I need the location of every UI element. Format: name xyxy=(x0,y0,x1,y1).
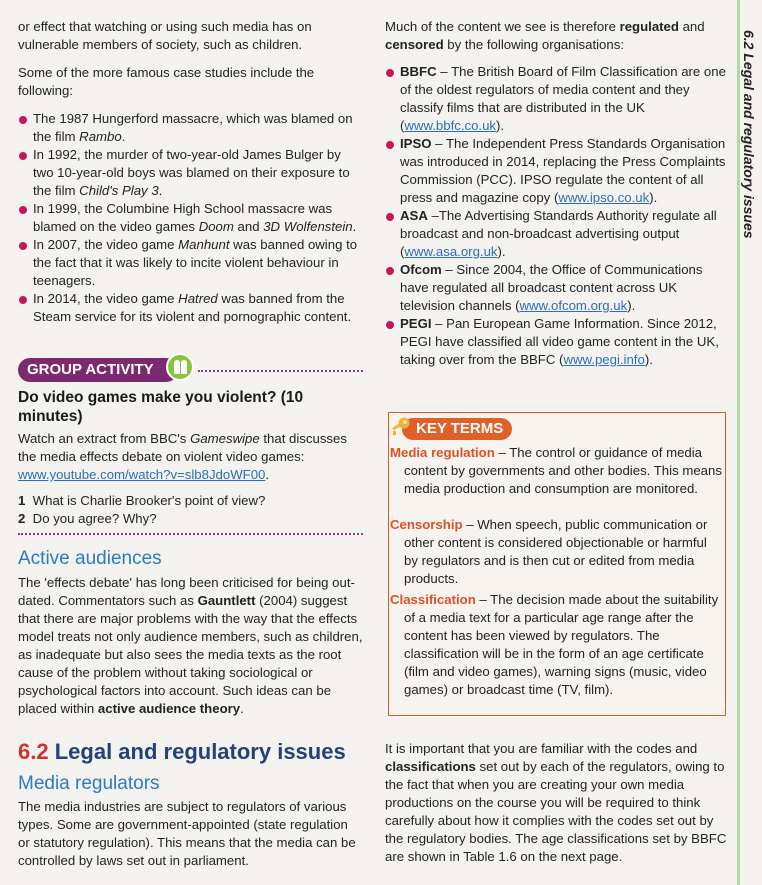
intro-paragraph: or effect that watching or using such media has on vulnerable members of society, such as children. xyxy=(18,19,312,52)
activity-instructions: Watch an extract from BBC's Gameswipe that discusses the media effects debate on violent video games: www.youtube.com/watch?v=slb8JdoWF00. xyxy=(18,431,347,482)
group-activity-badge: GROUP ACTIVITY xyxy=(18,358,178,382)
dotted-divider xyxy=(18,533,363,535)
activity-questions xyxy=(18,492,363,528)
youtube-link[interactable]: www.youtube.com/watch?v=slb8JdoWF00 xyxy=(18,467,266,482)
activity-question-title: Do video games make you violent? (10 minutes) xyxy=(18,389,304,425)
key-terms-badge: KEY TERMS xyxy=(402,418,512,440)
list-item: PEGI – Pan European Game Information. Since 2012, PEGI have classified all video game content in the UK, taking over from the BBFC (www.pegi.info). xyxy=(385,315,727,369)
regulator-list xyxy=(385,63,727,369)
regulators-paragraph: The media industries are subject to regulators of various types. Some are government-appointed (state regulation or statutory regulation). This means that the media can be controlled by laws set out in parliament. xyxy=(18,799,356,868)
group-people-icon xyxy=(166,353,194,381)
bbfc-link[interactable]: www.bbfc.co.uk xyxy=(404,118,497,133)
ofcom-link[interactable]: www.ofcom.org.uk xyxy=(519,298,628,313)
list-item: The 1987 Hungerford massacre, which was blamed on the film Rambo. xyxy=(18,110,363,146)
asa-link[interactable]: www.asa.org.uk xyxy=(404,244,498,259)
list-item: In 2014, the video game Hatred was banned from the Steam service for its violent and pornographic content. xyxy=(18,290,363,326)
list-item: In 2007, the video game Manhunt was banned owing to the fact that it was likely to incite violent behaviour in teenagers. xyxy=(18,236,363,290)
dotted-divider xyxy=(198,370,363,372)
list-item: IPSO – The Independent Press Standards Organisation was introduced in 2014, replacing the Press Complaints Commission (PCC). IPSO regulate the content of all press and magazine copy (www.ipso.co.uk). xyxy=(385,135,727,207)
ipso-link[interactable]: www.ipso.co.uk xyxy=(558,190,650,205)
media-regulators-heading: Media regulators xyxy=(18,773,160,794)
list-item: Ofcom – Since 2004, the Office of Communications have regulated all broadcast content across UK television channels (www.ofcom.org.uk). xyxy=(385,261,727,315)
side-tab-label: 6.2 Legal and regulatory issues xyxy=(741,30,757,239)
closing-paragraph: It is important that you are familiar with the codes and classifications set out by each of the regulators, owing to the fact that when you are creating your own media productions on the course you will be required to think carefully about how it complies with the codes set out by the regulatory bodies. The age classifications set by BBFC are shown in Table 1.6 on the next page. xyxy=(385,741,727,864)
list-item: In 1992, the murder of two-year-old James Bulger by two 10-year-old boys was blamed on their exposure to the film Child's Play 3. xyxy=(18,146,363,200)
case-list xyxy=(18,110,363,326)
pegi-link[interactable]: www.pegi.info xyxy=(563,352,645,367)
case-intro: Some of the more famous case studies include the following: xyxy=(18,65,315,98)
list-item: 2 Do you agree? Why? xyxy=(18,511,157,526)
key-icon xyxy=(389,416,411,438)
list-item: 1 What is Charlie Brooker's point of view? xyxy=(18,493,266,508)
list-item: BBFC – The British Board of Film Classification are one of the oldest regulators of media content and they classify films that are distributed in the UK (www.bbfc.co.uk). xyxy=(385,63,727,135)
key-term-classification: Classification – The decision made about the suitability of a media text for a particular age range after the content has been viewed by regulators. The classification will be in the form of an age certificate (film and video games), warning signs (music, video games) or broadcast time (TV, film). xyxy=(390,592,719,697)
active-audiences-heading: Active audiences xyxy=(18,548,162,569)
list-item: In 1999, the Columbine High School massacre was blamed on the video games Doom and 3D Wolfenstein. xyxy=(18,200,363,236)
key-term-media-regulation: Media regulation – The control or guidance of media content by governments and other bodies. This means media production and consumption are monitored. xyxy=(390,445,722,496)
active-audiences-paragraph: The 'effects debate' has long been criticised for being out-dated. Commentators such as Gauntlett (2004) suggest that there are major problems with the way that the effects model treats not only audience members, such as children, as inadequate but also sees the media texts as the root cause of the problem without taking sociological or psychological factors into account. Such ideas can be placed within active audience theory. xyxy=(18,575,363,716)
section-title: 6.2 Legal and regulatory issues xyxy=(18,739,346,764)
key-term-censorship: Censorship – When speech, public communication or other content is considered objectionable or harmful by regulators and is then cut or edited from media products. xyxy=(390,517,708,586)
regulation-intro: Much of the content we see is therefore regulated and censored by the following organisations: xyxy=(385,19,705,52)
list-item: ASA –The Advertising Standards Authority regulate all broadcast and non-broadcast advertising output (www.asa.org.uk). xyxy=(385,207,727,261)
